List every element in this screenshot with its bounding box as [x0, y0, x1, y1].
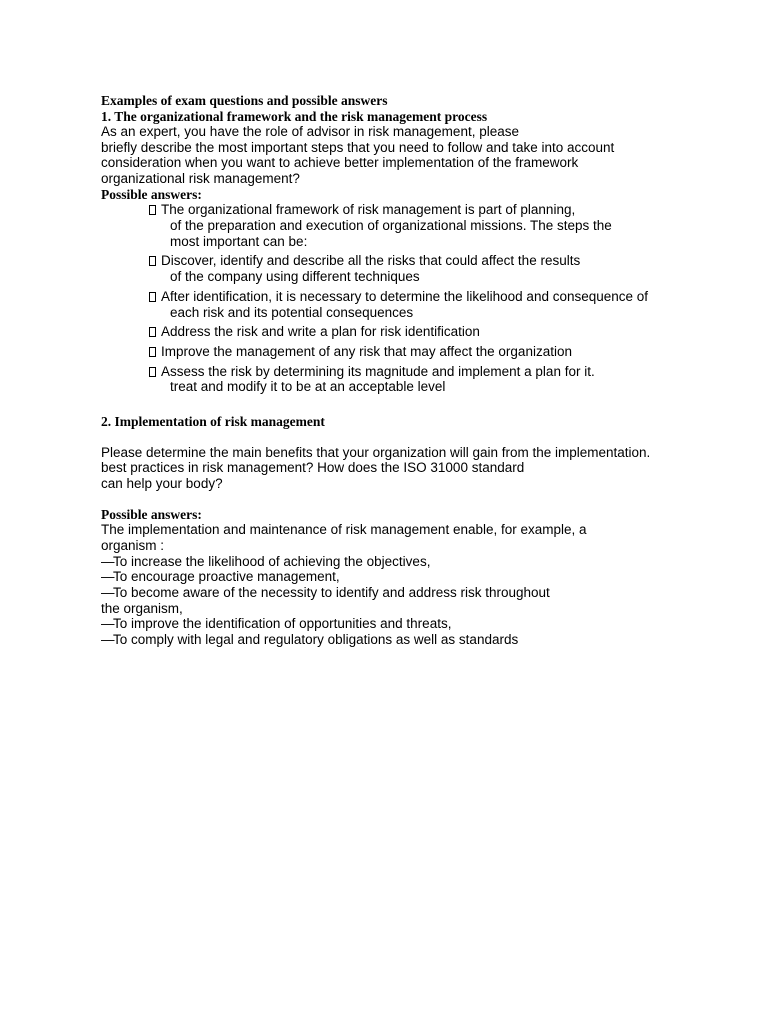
section-2-heading: 2. Implementation of risk management [101, 414, 325, 430]
dash-list-item [101, 554, 701, 570]
bullet-first-line: The organizational framework of risk management is part of planning, [161, 202, 576, 218]
checkbox-bullet-icon [149, 205, 156, 215]
dash-item-text: To encourage proactive management, [113, 569, 340, 585]
intro-line: organism : [101, 537, 165, 553]
dash-bullet: — [101, 553, 115, 569]
bullet-item [101, 364, 701, 395]
checkbox-bullet-icon [149, 367, 156, 377]
spacer [101, 430, 701, 445]
bullet-first-line: Assess the risk by determining its magnitude and implement a plan for it. [161, 363, 595, 379]
dash-bullet: — [101, 584, 115, 600]
bullet-first-line: Address the risk and write a plan for risk identification [161, 324, 480, 340]
bullet-first-line: Improve the management of any risk that may affect the organization [161, 343, 572, 359]
question-line: can help your body? [101, 475, 223, 491]
question-line: Please determine the main benefits that your organization will gain from the implementation. [101, 444, 651, 460]
checkbox-bullet-icon [149, 256, 156, 266]
bullet-first-line: Discover, identify and describe all the risks that could affect the results [161, 253, 581, 269]
bullet-item [101, 253, 701, 284]
dash-bullet: — [101, 616, 115, 632]
bullet-continuation: of the company using different techniques [170, 269, 420, 285]
dash-item-text: To become aware of the necessity to identify and address risk throughout [113, 584, 550, 600]
bullet-item [101, 202, 701, 249]
checkbox-bullet-icon [149, 327, 156, 337]
bullet-continuation: most important can be: [170, 233, 308, 249]
section-2-question [101, 445, 701, 492]
section-1-answers-label: Possible answers: [101, 186, 202, 202]
section-2-answers [101, 522, 701, 648]
dash-list-item [101, 585, 701, 601]
checkbox-bullet-icon [149, 292, 156, 302]
bullet-item [101, 289, 701, 320]
section-1-bullet-list [101, 202, 701, 395]
spacer [101, 492, 701, 507]
dash-bullet: — [101, 632, 115, 648]
bullet-item [101, 324, 701, 340]
dash-bullet: — [101, 569, 115, 585]
dash-item-text: To improve the identification of opportunities and threats, [113, 616, 452, 632]
bullet-continuation: each risk and its potential consequences [170, 304, 414, 320]
bullet-first-line: After identification, it is necessary to determine the likelihood and consequence of [161, 288, 649, 304]
question-line: briefly describe the most important steps that you need to follow and take into account [101, 139, 615, 155]
question-line: best practices in risk management? How does the ISO 31000 standard [101, 460, 525, 476]
checkbox-bullet-icon [149, 347, 156, 357]
section-1-heading: 1. The organizational framework and the risk management process [101, 108, 488, 124]
question-line: consideration when you want to achieve better implementation of the framework [101, 155, 579, 171]
spacer [101, 399, 701, 414]
bullet-continuation: of the preparation and execution of organizational missions. The steps the [170, 218, 612, 234]
dash-item-text: To comply with legal and regulatory obligations as well as standards [113, 632, 519, 648]
question-line: As an expert, you have the role of advisor in risk management, please [101, 124, 519, 139]
section-1-question [101, 124, 701, 187]
dash-item-continuation: the organism, [101, 600, 183, 616]
dash-list-item [101, 632, 701, 648]
question-line: organizational risk management? [101, 171, 300, 187]
bullet-continuation: treat and modify it to be at an acceptable level [170, 379, 446, 395]
dash-list-item [101, 569, 701, 585]
document-title: Examples of exam questions and possible answers [101, 93, 388, 108]
bullet-item [101, 344, 701, 360]
dash-item-text: To increase the likelihood of achieving the objectives, [113, 553, 431, 569]
document-body [101, 93, 701, 648]
section-2-answers-label: Possible answers: [101, 506, 202, 522]
intro-line: The implementation and maintenance of risk management enable, for example, a [101, 522, 587, 538]
dash-list-item [101, 616, 701, 632]
